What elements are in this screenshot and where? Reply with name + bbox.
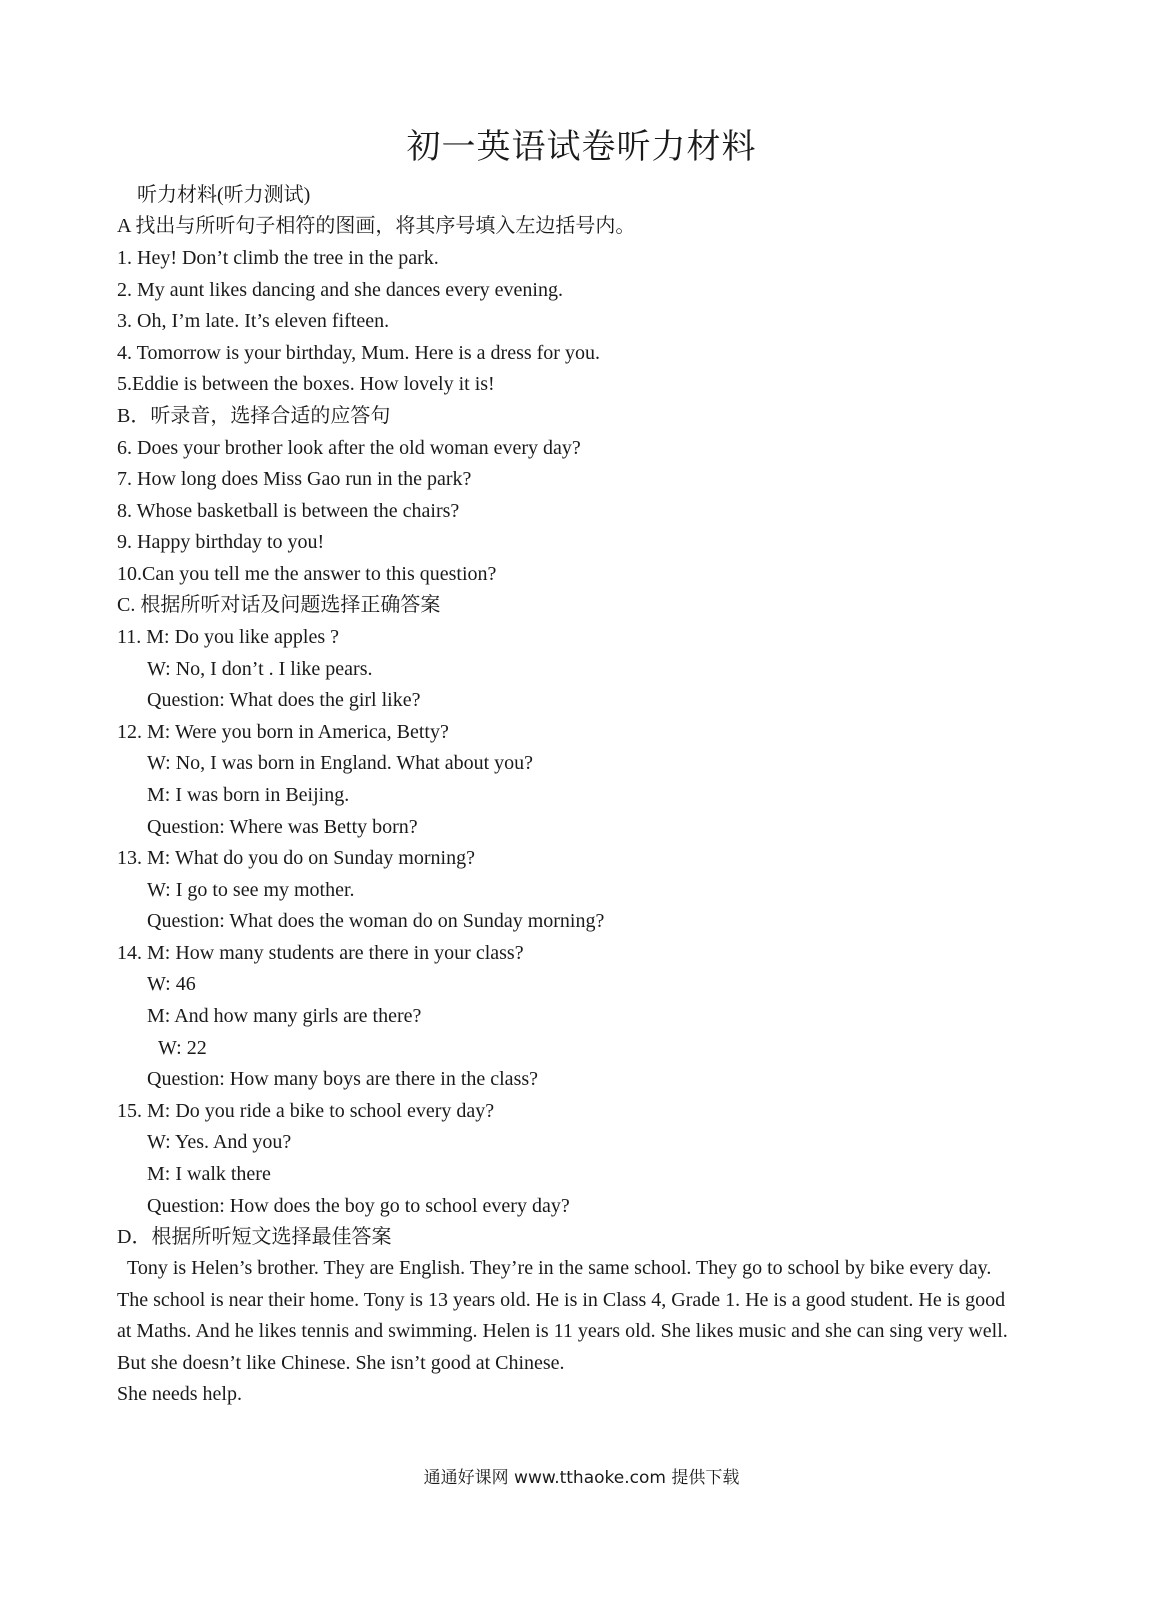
dialogue-line: 11. M: Do you like apples ? bbox=[117, 626, 340, 648]
subtitle: 听力材料(听力测试) bbox=[137, 184, 311, 206]
dialogue-line: W: 46 bbox=[147, 973, 196, 995]
section-a-heading: A 找出与所听句子相符的图画，将其序号填入左边括号内。 bbox=[117, 215, 636, 237]
dialogue-line: Question: How does the boy go to school every day? bbox=[147, 1195, 570, 1217]
passage bbox=[117, 1253, 1017, 1411]
dialogue-line: W: Yes. And you? bbox=[147, 1131, 292, 1153]
dialogue-line: M: I was born in Beijing. bbox=[147, 784, 350, 806]
section-d-heading: D．根据所听短文选择最佳答案 bbox=[117, 1226, 392, 1248]
dialogue-line: W: 22 bbox=[158, 1037, 207, 1059]
dialogue-line: M: I walk there bbox=[147, 1163, 271, 1185]
list-item: 1. Hey! Don’t climb the tree in the park. bbox=[117, 247, 439, 269]
dialogue-line: 14. M: How many students are there in your class? bbox=[117, 942, 524, 964]
section-c-heading: C. 根据所听对话及问题选择正确答案 bbox=[117, 594, 441, 616]
dialogue-line: M: And how many girls are there? bbox=[147, 1005, 422, 1027]
dialogue-line: Question: What does the woman do on Sunday morning? bbox=[147, 910, 605, 932]
dialogue-line: 13. M: What do you do on Sunday morning? bbox=[117, 847, 475, 869]
dialogue-line: 12. M: Were you born in America, Betty? bbox=[117, 721, 449, 743]
dialogue-line: Question: Where was Betty born? bbox=[147, 816, 418, 838]
dialogue-line: W: No, I was born in England. What about you? bbox=[147, 752, 534, 774]
list-item: 7. How long does Miss Gao run in the park? bbox=[117, 468, 472, 490]
dialogue-line: 15. M: Do you ride a bike to school every day? bbox=[117, 1100, 495, 1122]
section-b-heading: B．听录音，选择合适的应答句 bbox=[117, 405, 391, 427]
list-item: 3. Oh, I’m late. It’s eleven fifteen. bbox=[117, 310, 390, 332]
list-item: 4. Tomorrow is your birthday, Mum. Here is a dress for you. bbox=[117, 342, 600, 364]
list-item: 8. Whose basketball is between the chairs? bbox=[117, 500, 460, 522]
list-item: 9. Happy birthday to you! bbox=[117, 531, 325, 553]
list-item: 2. My aunt likes dancing and she dances every evening. bbox=[117, 279, 563, 301]
dialogue-line: Question: What does the girl like? bbox=[147, 689, 421, 711]
dialogue-line: W: I go to see my mother. bbox=[147, 879, 355, 901]
footer-source: 通通好课网 www.tthaoke.com 提供下载 bbox=[423, 1468, 740, 1488]
passage-paragraph: Tony is Helen’s brother. They are English. They’re in the same school. They go to school by bike every day. The school is near their home. Tony is 13 years old. He is in Class 4, Grade 1. He is a good student. He is good at Maths. And he likes tennis and swimming. Helen is 11 years old. She likes music and she can sing very well. But she doesn’t like Chinese. She isn’t good at Chinese. bbox=[117, 1257, 1008, 1374]
list-item: 5.Eddie is between the boxes. How lovely it is! bbox=[117, 373, 495, 395]
list-item: 10.Can you tell me the answer to this question? bbox=[117, 563, 497, 585]
page-title: 初一英语试卷听力材料 bbox=[406, 129, 757, 166]
passage-last-line: She needs help. bbox=[117, 1383, 242, 1406]
list-item: 6. Does your brother look after the old woman every day? bbox=[117, 437, 581, 459]
dialogue-line: W: No, I don’t . I like pears. bbox=[147, 658, 373, 680]
dialogue-line: Question: How many boys are there in the class? bbox=[147, 1068, 539, 1090]
